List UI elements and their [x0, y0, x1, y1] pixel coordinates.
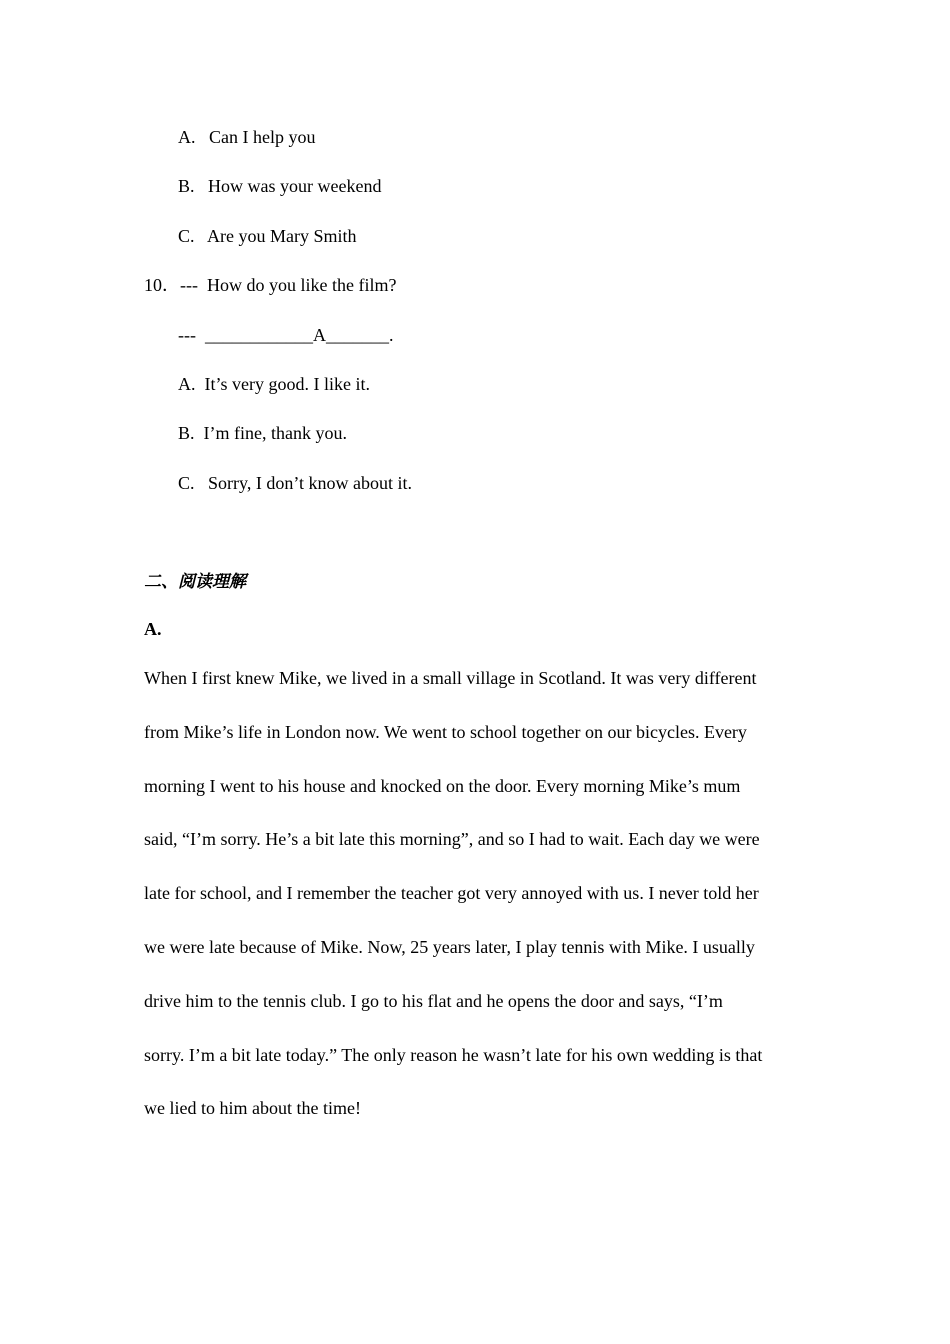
passage-line: When I first knew Mike, we lived in a small village in Scotland. It was very different: [144, 668, 757, 688]
q9-option-a: A. Can I help you: [178, 127, 316, 147]
passage-line: sorry. I’m a bit late today.” The only reason he wasn’t late for his own wedding is that: [144, 1044, 763, 1065]
passage-line: morning I went to his house and knocked on the door. Every morning Mike’s mum: [144, 775, 741, 796]
q10-option-a: A. It’s very good. I like it.: [178, 374, 370, 394]
passage-line: we lied to him about the time!: [144, 1098, 361, 1119]
section-heading: 二、阅读理解: [144, 572, 246, 592]
passage-line: late for school, and I remember the teacher got very annoyed with us. I never told her: [144, 883, 759, 904]
passage-line: from Mike’s life in London now. We went to school together on our bicycles. Every: [144, 721, 747, 742]
q10-option-c: C. Sorry, I don’t know about it.: [178, 473, 412, 493]
q9-option-b: B. How was your weekend: [178, 176, 382, 196]
q10-option-b: B. I’m fine, thank you.: [178, 423, 347, 443]
passage-label: A.: [144, 619, 162, 639]
q10-answer-line: --- ____________A_______.: [178, 325, 394, 345]
passage-line: said, “I’m sorry. He’s a bit late this morning”, and so I had to wait. Each day we were: [144, 829, 760, 850]
passage-line: we were late because of Mike. Now, 25 years later, I play tennis with Mike. I usually: [144, 936, 755, 957]
passage-line: drive him to the tennis club. I go to his flat and he opens the door and says, “I’m: [144, 990, 723, 1011]
q10-question: 10．--- How do you like the film?: [144, 275, 397, 295]
q9-option-c: C. Are you Mary Smith: [178, 226, 357, 246]
reading-passage: [144, 665, 814, 1149]
